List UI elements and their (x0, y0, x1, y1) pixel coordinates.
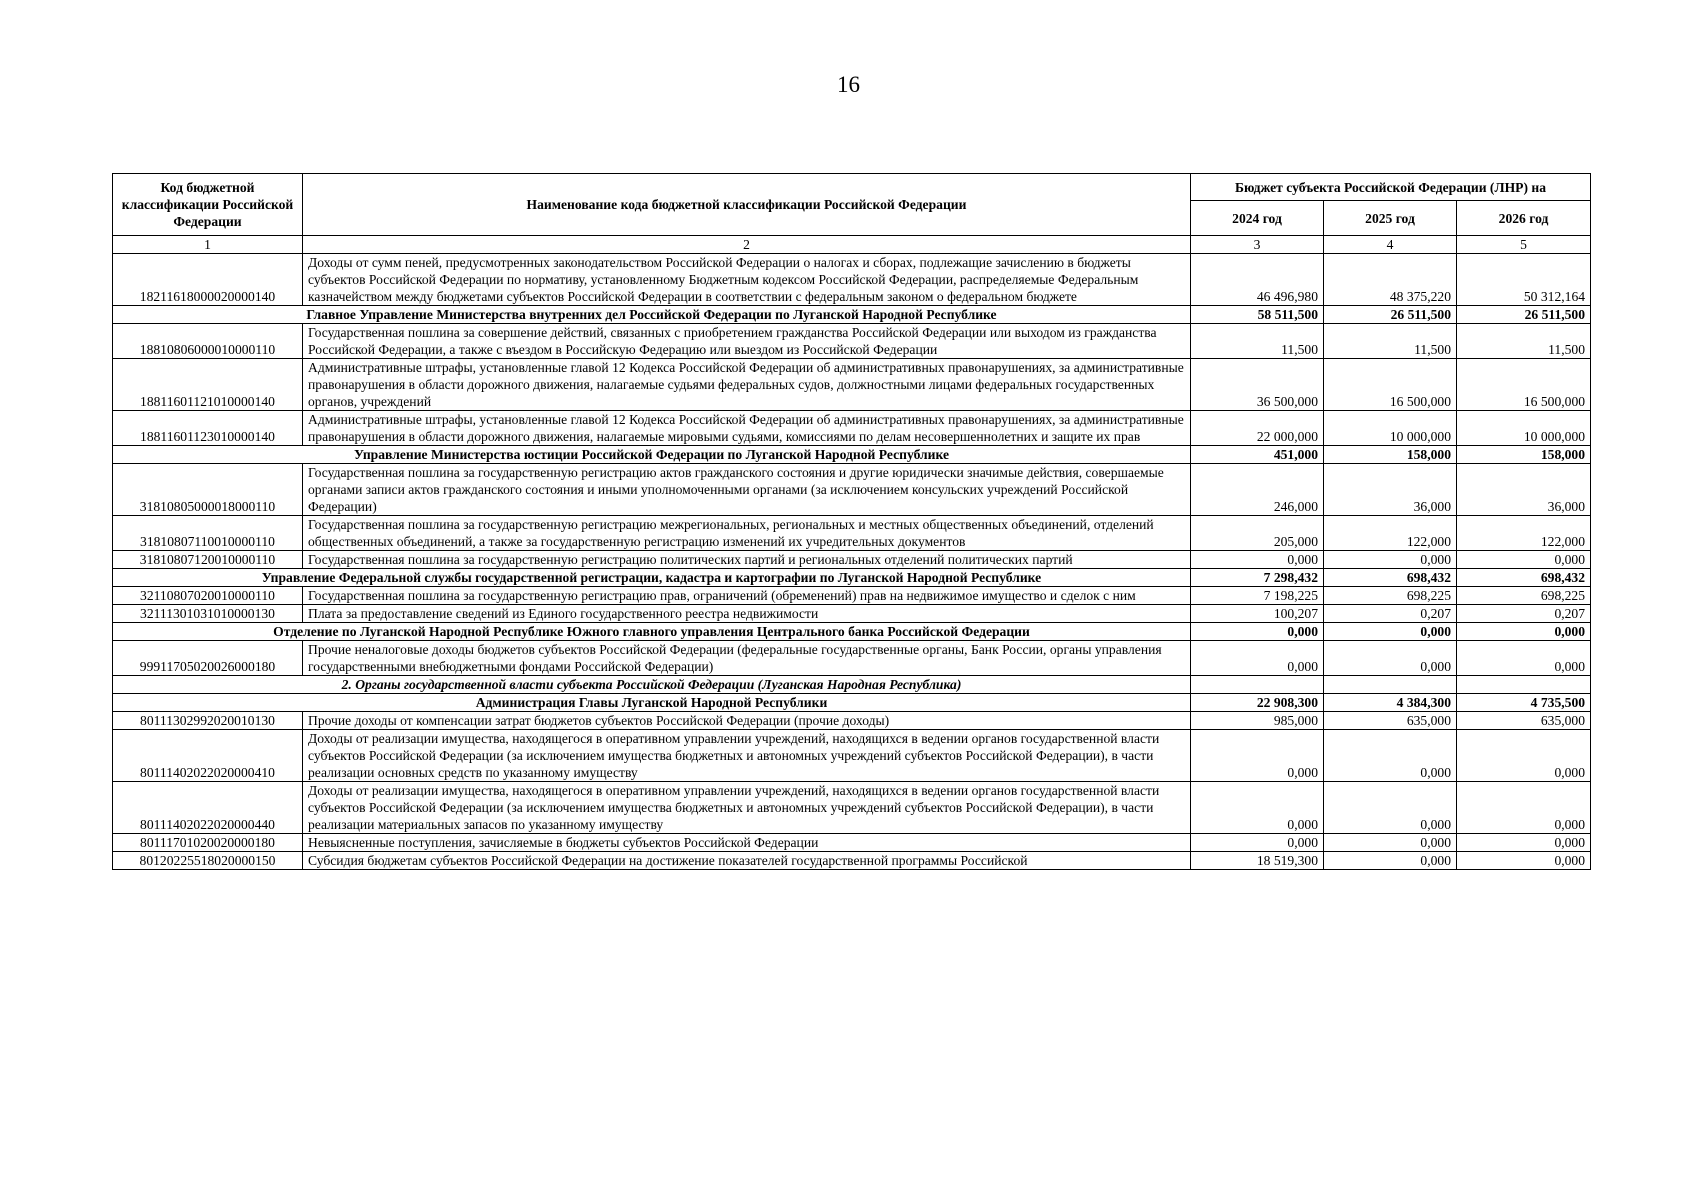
value-2026: 0,000 (1457, 641, 1591, 676)
table-body (113, 254, 1591, 870)
column-number: 2 (303, 236, 1191, 254)
value-2024: 36 500,000 (1191, 359, 1324, 411)
table-row (113, 324, 1591, 359)
section-total-2026: 698,432 (1457, 569, 1591, 587)
value-2025: 16 500,000 (1324, 359, 1457, 411)
empty-cell (1324, 676, 1457, 694)
value-2024: 0,000 (1191, 834, 1324, 852)
budget-code-name: Государственная пошлина за государственную регистрацию межрегиональных, региональных и местных общественных объединений, отделений общественных объединений, а также за государственную регистрацию изменений их учредительных документов (303, 516, 1191, 551)
value-2024: 22 000,000 (1191, 411, 1324, 446)
header-year-2024: 2024 год (1191, 201, 1324, 236)
budget-code-name: Административные штрафы, установленные главой 12 Кодекса Российской Федерации об административных правонарушениях, за административные правонарушения в области дорожного движения, налагаемые судьями федеральных судов, должностными лицами федеральных государственных органов, учреждений (303, 359, 1191, 411)
value-2025: 0,000 (1324, 730, 1457, 782)
value-2025: 698,225 (1324, 587, 1457, 605)
section-total-2024: 58 511,500 (1191, 306, 1324, 324)
section-total-2026: 0,000 (1457, 623, 1591, 641)
value-2025: 10 000,000 (1324, 411, 1457, 446)
value-2024: 0,000 (1191, 782, 1324, 834)
value-2025: 0,000 (1324, 641, 1457, 676)
value-2025: 11,500 (1324, 324, 1457, 359)
section-title: Управление Федеральной службы государственной регистрации, кадастра и картографии по Луганской Народной Республике (113, 569, 1191, 587)
column-number: 3 (1191, 236, 1324, 254)
value-2024: 0,000 (1191, 551, 1324, 569)
table-row (113, 359, 1591, 411)
budget-code: 31810807120010000110 (113, 551, 303, 569)
budget-code-name: Субсидия бюджетам субъектов Российской Федерации на достижение показателей государственной программы Российской (303, 852, 1191, 870)
value-2025: 0,000 (1324, 852, 1457, 870)
value-2026: 0,000 (1457, 730, 1591, 782)
value-2024: 246,000 (1191, 464, 1324, 516)
section-title: Администрация Главы Луганской Народной Республики (113, 694, 1191, 712)
table-row (113, 411, 1591, 446)
section-row (113, 306, 1591, 324)
budget-code-name: Невыясненные поступления, зачисляемые в бюджеты субъектов Российской Федерации (303, 834, 1191, 852)
budget-code-name: Государственная пошлина за государственную регистрацию прав, ограничений (обременений) прав на недвижимое имущество и сделок с ним (303, 587, 1191, 605)
table-row (113, 782, 1591, 834)
value-2026: 50 312,164 (1457, 254, 1591, 306)
value-2024: 7 198,225 (1191, 587, 1324, 605)
section-total-2024: 7 298,432 (1191, 569, 1324, 587)
section-title: Отделение по Луганской Народной Республике Южного главного управления Центрального банка Российской Федерации (113, 623, 1191, 641)
value-2026: 36,000 (1457, 464, 1591, 516)
value-2026: 0,000 (1457, 782, 1591, 834)
section-total-2026: 26 511,500 (1457, 306, 1591, 324)
value-2026: 698,225 (1457, 587, 1591, 605)
value-2026: 10 000,000 (1457, 411, 1591, 446)
section-total-2024: 451,000 (1191, 446, 1324, 464)
budget-table (112, 173, 1591, 870)
section-row (113, 623, 1591, 641)
budget-code: 32111301031010000130 (113, 605, 303, 623)
table-row (113, 254, 1591, 306)
header-name-column: Наименование кода бюджетной классификации Российской Федерации (303, 174, 1191, 236)
value-2024: 100,207 (1191, 605, 1324, 623)
section-total-2024: 0,000 (1191, 623, 1324, 641)
header-year-2025: 2025 год (1324, 201, 1457, 236)
section-row (113, 446, 1591, 464)
value-2024: 46 496,980 (1191, 254, 1324, 306)
table-row (113, 605, 1591, 623)
budget-code: 18811601123010000140 (113, 411, 303, 446)
page-number: 16 (837, 72, 860, 97)
section-title: Главное Управление Министерства внутренних дел Российской Федерации по Луганской Народной Республике (113, 306, 1191, 324)
section-title: Управление Министерства юстиции Российской Федерации по Луганской Народной Республике (113, 446, 1191, 464)
value-2024: 0,000 (1191, 730, 1324, 782)
section-total-2025: 26 511,500 (1324, 306, 1457, 324)
value-2024: 205,000 (1191, 516, 1324, 551)
budget-code: 18810806000010000110 (113, 324, 303, 359)
table-row (113, 852, 1591, 870)
header-year-2026: 2026 год (1457, 201, 1591, 236)
table-row (113, 730, 1591, 782)
value-2025: 36,000 (1324, 464, 1457, 516)
budget-code-name: Доходы от реализации имущества, находящегося в оперативном управлении учреждений, находящихся в ведении органов государственной власти субъектов Российской Федерации (за исключением имущества бюджетных и автономных учреждений субъектов Российской Федерации), в части реализации основных средств по указанному имуществу (303, 730, 1191, 782)
budget-code: 80111402022020000410 (113, 730, 303, 782)
value-2025: 0,000 (1324, 834, 1457, 852)
value-2026: 0,000 (1457, 834, 1591, 852)
budget-code-name: Государственная пошлина за государственную регистрацию актов гражданского состояния и другие юридически значимые действия, совершаемые органами записи актов гражданского состояния и иными уполномоченными органами (за исключением консульских учреждений Российской Федерации) (303, 464, 1191, 516)
value-2026: 635,000 (1457, 712, 1591, 730)
section-total-2026: 4 735,500 (1457, 694, 1591, 712)
budget-code: 99911705020026000180 (113, 641, 303, 676)
budget-code-name: Прочие неналоговые доходы бюджетов субъектов Российской Федерации (федеральные государственные органы, Банк России, органы управления государственными внебюджетными фондами Российской Федерации) (303, 641, 1191, 676)
budget-code-name: Административные штрафы, установленные главой 12 Кодекса Российской Федерации об административных правонарушениях, за административные правонарушения в области дорожного движения, налагаемые мировыми судьями, комиссиями по делам несовершеннолетних и защите их прав (303, 411, 1191, 446)
value-2025: 122,000 (1324, 516, 1457, 551)
budget-code-name: Доходы от реализации имущества, находящегося в оперативном управлении учреждений, находящихся в ведении органов государственной власти субъектов Российской Федерации (за исключением имущества бюджетных и автономных учреждений субъектов Российской Федерации), в части реализации материальных запасов по указанному имуществу (303, 782, 1191, 834)
budget-code: 31810807110010000110 (113, 516, 303, 551)
budget-code-name: Государственная пошлина за государственную регистрацию политических партий и региональных отделений политических партий (303, 551, 1191, 569)
section-total-2024: 22 908,300 (1191, 694, 1324, 712)
column-number: 4 (1324, 236, 1457, 254)
budget-code: 18211618000020000140 (113, 254, 303, 306)
value-2024: 11,500 (1191, 324, 1324, 359)
value-2026: 0,000 (1457, 551, 1591, 569)
budget-code: 80111302992020010130 (113, 712, 303, 730)
table-row (113, 464, 1591, 516)
column-number: 1 (113, 236, 303, 254)
budget-code: 80120225518020000150 (113, 852, 303, 870)
value-2025: 0,000 (1324, 551, 1457, 569)
value-2026: 0,207 (1457, 605, 1591, 623)
table-row (113, 516, 1591, 551)
value-2024: 18 519,300 (1191, 852, 1324, 870)
table-row (113, 641, 1591, 676)
value-2025: 635,000 (1324, 712, 1457, 730)
budget-code-name: Прочие доходы от компенсации затрат бюджетов субъектов Российской Федерации (прочие доходы) (303, 712, 1191, 730)
group-heading-title: 2. Органы государственной власти субъекта Российской Федерации (Луганская Народная Республика) (113, 676, 1191, 694)
empty-cell (1191, 676, 1324, 694)
table-row (113, 551, 1591, 569)
budget-code: 18811601121010000140 (113, 359, 303, 411)
budget-code: 80111402022020000440 (113, 782, 303, 834)
table-row (113, 587, 1591, 605)
section-total-2025: 4 384,300 (1324, 694, 1457, 712)
value-2024: 985,000 (1191, 712, 1324, 730)
section-row (113, 569, 1591, 587)
table-row (113, 712, 1591, 730)
budget-code-name: Государственная пошлина за совершение действий, связанных с приобретением гражданства Российской Федерации или выходом из гражданства Российской Федерации, а также с въездом в Российскую Федерацию или выездом из Российской Федерации (303, 324, 1191, 359)
header-code-column: Код бюджетной классификации Российской Федерации (113, 174, 303, 236)
budget-code-name: Доходы от сумм пеней, предусмотренных законодательством Российской Федерации о налогах и сборах, подлежащие зачислению в бюджеты субъектов Российской Федерации по нормативу, установленному Бюджетным кодексом Российской Федерации, распределяемые Федеральным казначейством между бюджетами субъектов Российской Федерации в соответствии с федеральным законом о федеральном бюджете (303, 254, 1191, 306)
value-2026: 16 500,000 (1457, 359, 1591, 411)
value-2024: 0,000 (1191, 641, 1324, 676)
value-2026: 0,000 (1457, 852, 1591, 870)
header-budget-column: Бюджет субъекта Российской Федерации (ЛНР) на (1191, 174, 1591, 201)
section-total-2026: 158,000 (1457, 446, 1591, 464)
table-row (113, 834, 1591, 852)
column-number: 5 (1457, 236, 1591, 254)
value-2026: 11,500 (1457, 324, 1591, 359)
budget-code: 31810805000018000110 (113, 464, 303, 516)
value-2025: 0,000 (1324, 782, 1457, 834)
section-total-2025: 158,000 (1324, 446, 1457, 464)
empty-cell (1457, 676, 1591, 694)
budget-code: 32110807020010000110 (113, 587, 303, 605)
section-total-2025: 0,000 (1324, 623, 1457, 641)
value-2026: 122,000 (1457, 516, 1591, 551)
section-row (113, 694, 1591, 712)
budget-code: 80111701020020000180 (113, 834, 303, 852)
budget-code-name: Плата за предоставление сведений из Единого государственного реестра недвижимости (303, 605, 1191, 623)
value-2025: 0,207 (1324, 605, 1457, 623)
value-2025: 48 375,220 (1324, 254, 1457, 306)
group-heading-row (113, 676, 1591, 694)
section-total-2025: 698,432 (1324, 569, 1457, 587)
